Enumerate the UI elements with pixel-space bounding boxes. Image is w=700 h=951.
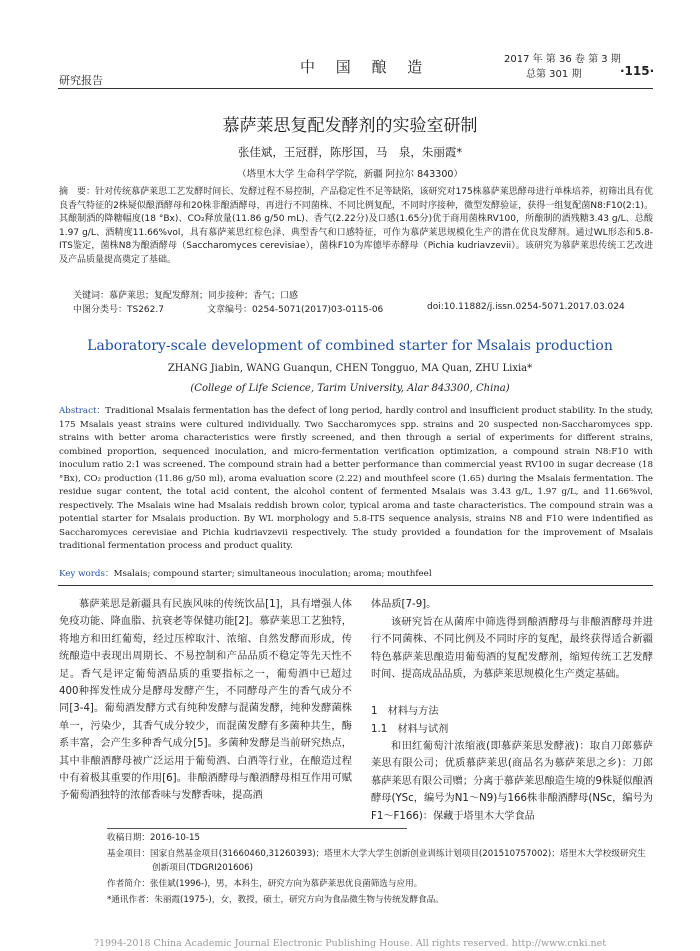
page-number: ·115· [620,64,655,78]
fund-info: 基金项目：国家自然基金项目(31660460,31260393)；塔里木大学大学生创新创业训练计划项目(201510757002)；塔里木大学校级研究生 [107,849,646,859]
affiliation-en: (College of Life Science, Tarim University, Alar 843300, China) [190,383,510,394]
header-rule [58,88,653,89]
keywords-en [59,567,432,579]
received-date: 收稿日期：2016-10-15 [107,833,200,843]
authors-zh: 张佳斌，王冠群，陈彤国，马 泉，朱丽霞* [237,145,463,159]
aim-paragraph: 该研究旨在从菌库中筛选得到酿酒酵母与非酿酒酵母并进行不同菌株、不同比例及不同时序的复配，最终获得适合新疆特色慕萨莱思酿造用葡萄酒的复配发酵剂，缩短传统工艺发酵时间、提高成品品质，为慕萨莱思规模化生产奠定基础。 [371,617,653,681]
intro-paragraph-continued: 体品质[7-9]。 [371,599,437,610]
clc-number: 中图分类号：TS262.7 [73,305,164,315]
author-intro: 作者简介：张佳斌(1996-)，男，本科生，研究方向为慕萨莱思优良菌筛选与应用。 [107,879,423,889]
section-label: 研究报告 [59,74,103,87]
abstract-label-en: Abstract： [59,406,106,416]
authors-en: ZHANG Jiabin, WANG Guanqun, CHEN Tongguo, MA Quan, ZHU Lixia* [167,363,533,374]
issue-line: 2017 年 第 36 卷 第 3 期 [504,54,621,65]
affiliation-zh: （塔里木大学 生命科学学院，新疆 阿拉尔 843300） [237,169,463,180]
abstract-en [59,405,653,554]
paper-title-en: Laboratory-scale development of combined starter for Msalais production [87,338,613,354]
footnote-rule [107,828,407,829]
paper-title-zh: 慕萨莱思复配发酵剂的实验室研制 [222,116,478,136]
intro-paragraph: 慕萨莱思是新疆具有民族风味的传统饮品[1]，具有增强人体免疫功能、降血脂、抗衰老等保健功能[2]。慕萨莱思工艺独特，将地方和田红葡萄，经过压榨取汁、浓缩、自然发酵而形成，传统酿造中表现出周期长、不易控制和产品品质不稳定等先天性不足。香气是评定葡萄酒品质的重要指标之一，葡萄酒中已超过400种挥发性成分是酵母发酵产生，不同酵母产生的香气成分不同[3-4]。葡萄酒发酵方式有纯种发酵与混菌发酵，纯种发酵菌株单一，污染少，其香气成分较少，而混菌发酵有多菌种共生，酶系丰富，会产生多种香气成分[5]。多菌种发酵是当前研究热点，其中非酿酒酵母被广泛运用于葡萄酒、白酒等行业，在酿造过程中有着极其重要的作用[6]。非酿酒酵母与酿酒酵母相互作用可赋予葡萄酒独特的浓郁香味与发酵香味，提高酒 [59,599,352,802]
article-code: 文章编号：0254-5071(2017)03-0115-06 [207,305,384,315]
keywords-label-en: Key words： [59,569,114,579]
materials-paragraph: 和田红葡萄汁浓缩液(即慕萨莱思发酵液)：取自刀郎慕萨莱思有限公司；优质慕萨莱思(商品名为慕萨莱思之乡)：刀郎慕萨莱思有限公司赠；分离于慕萨莱思酿造生境的9株疑似酿酒酵母(YSc，编号为N1～N9)与166株非酿酒酵母(NSc，编号为F1～F166)：保藏于塔里木大学食品 [371,741,653,822]
abstract-zh [59,186,653,268]
section-heading: 1 材料与方法 [371,706,439,717]
corresponding-author: *通讯作者：朱丽霞(1975-)，女，教授，硕士，研究方向为食品微生物与传统发酵食品。 [107,895,444,905]
journal-name: 中 国 酿 造 [300,58,431,76]
abstract-label-zh: 摘 要： [59,187,96,197]
copyright-footer: ?1994-2018 China Academic Journal Electronic Publishing House. All rights reserved. http://www.cnki.net [93,938,607,949]
fund-info-continued: 创新项目(TDGRI201606) [152,863,253,873]
abstract-text-zh: 针对传统慕萨莱思工艺发酵时间长、发酵过程不易控制，产品稳定性不足等缺陷，该研究对175株慕萨莱思酵母进行单株培养，初筛出具有优良香气特征的2株疑似酿酒酵母和20株非酿酒酵母，再进行不同菌株、不同比例复配，不同时序接种，微型发酵验证，获得一组复配菌N8:F10(2:1)。其酿制酒的降糖幅度(18 °Bx)、CO₂释放量(11.86 g/50 mL)、香气(2.22分)及口感(1.65分)优于商用菌株RV100，所酿制的酒残糖3.43 g/L、总酸1.97 g/L、酒精度11.66%vol，具有慕萨莱思红棕色泽、典型香气和口感特征，可作为慕萨莱思规模化生产的潜在优良发酵剂。通过WL形态和5.8-ITS鉴定，菌株N8为酿酒酵母（Saccharomyces cerevisiae），菌株F10为库德毕赤酵母（Pichia kudriavzevii）。该研究为慕萨莱思传统工艺改进及产品质量提高奠定了基础。 [59,187,653,265]
abstract-rule [58,585,653,586]
keywords-text-en: Msalais; compound starter; simultaneous inoculation; aroma; mouthfeel [113,569,432,579]
keywords-zh: 关键词：慕萨莱思；复配发酵剂；同步接种；香气；口感 [73,291,299,301]
subsection-heading: 1.1 材料与试剂 [371,724,449,735]
total-issue-line: 总第 301 期 [526,69,582,80]
doi[interactable]: doi:10.11882/j.issn.0254-5071.2017.03.024 [427,302,625,312]
abstract-text-en: Traditional Msalais fermentation has the defect of long period, hardly control and insufficient product stability. In the study, 175 Msalais yeast strains were cultured individually. Two Saccharomyces spp. strains and 20 suspected non-Saccharomyces spp. strains with better aroma characteristics were firstly screened, and then through a serial of experiments for different strains, combined proportion, sequenced inoculation, and micro-fermentation verification optimization, a compound strain N8:F10 with inoculum ratio 2:1 was screened. The compound strain had a better performance than commercial yeast RV100 in sugar decrease (18 °Bx), CO₂ production (11.86 g/50 ml), aroma evaluation score (2.22) and mouthfeel score (1.65) during the Msalais fermentation. The residue sugar content, the total acid content, the alcohol content of fermented Msalais was 3.43 g/L, 1.97 g/L, and 11.66%vol, respectively. The Msalais wine had Msalais reddish brown color, typical aroma and taste characteristics. The compound strain was a potential starter for Msalais production. By WL morphology and 5.8-ITS sequence analysis, strains N8 and F10 were indentified as Saccharomyces cerevisiae and Pichia kudriavzevii respectively. The study provided a foundation for the improvement of Msalais traditional fermentation process and product quality. [59,406,653,551]
